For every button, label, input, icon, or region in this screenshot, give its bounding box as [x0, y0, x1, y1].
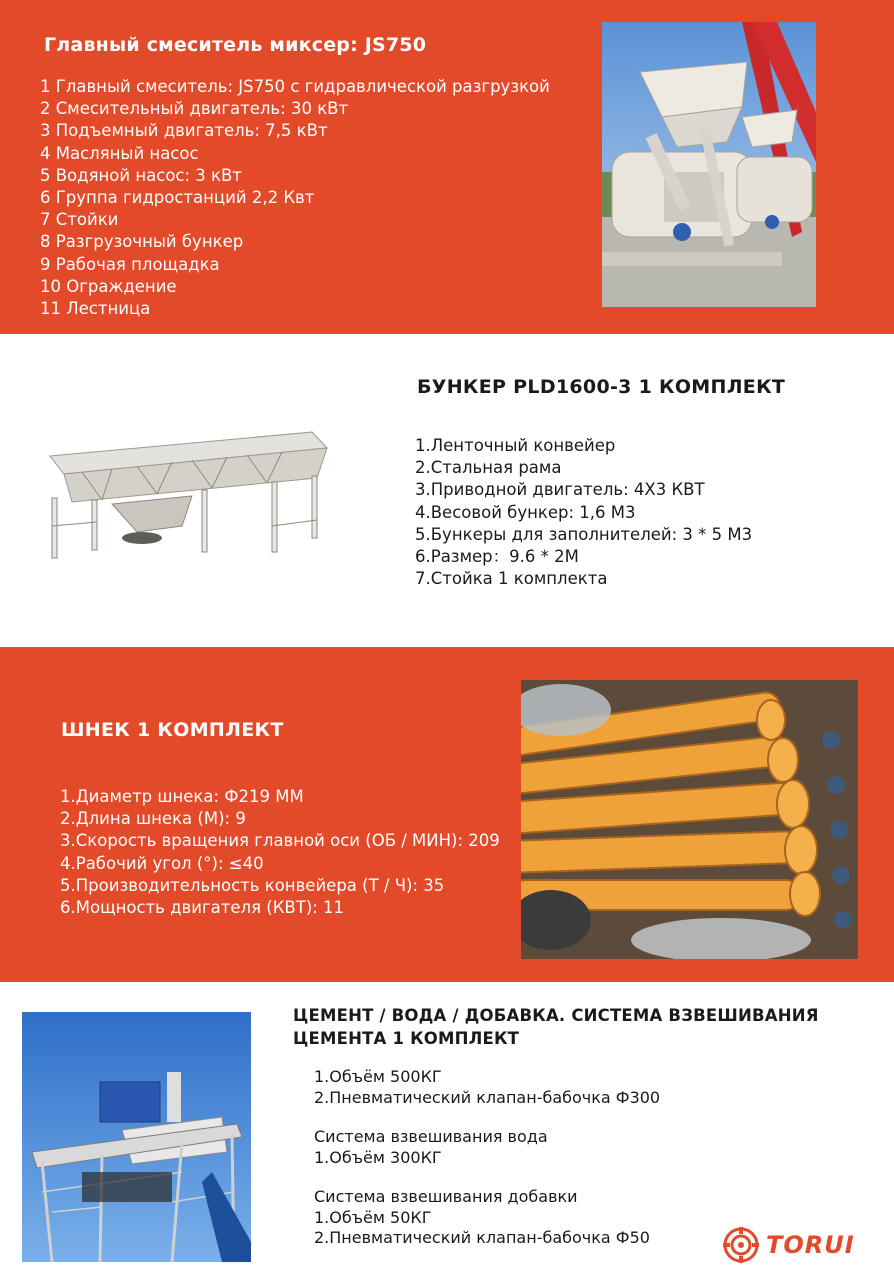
- list-item: 11 Лестница: [40, 299, 151, 319]
- mixer-section: [0, 0, 894, 334]
- list-item: 10 Ограждение: [40, 276, 177, 296]
- list-item: 2.Длина шнека (М): 9: [60, 809, 246, 829]
- weighing-title-line1: ЦЕМЕНТ / ВОДА / ДОБАВКА. СИСТЕМА ВЗВЕШИВАНИЯ: [293, 1006, 819, 1025]
- weighing-photo: [22, 1012, 251, 1262]
- brand-logo: [722, 1222, 862, 1268]
- mixer-title: Главный смеситель миксер: JS750: [44, 34, 427, 56]
- cement-block: [314, 1067, 660, 1108]
- weighing-title: [293, 1004, 819, 1050]
- additive-subtitle: Система взвешивания добавки: [314, 1187, 578, 1206]
- list-item: 6 Группа гидростанций 2,2 Квт: [40, 188, 315, 208]
- list-item: 1.Диаметр шнека: Ф219 ММ: [60, 787, 304, 806]
- list-item: 1.Объём 300КГ: [314, 1147, 442, 1167]
- list-item: 3.Скорость вращения главной оси (ОБ / МИН): 209: [60, 831, 500, 851]
- list-item: 3 Подъемный двигатель: 7,5 кВт: [40, 121, 328, 141]
- list-item: 2 Смесительный двигатель: 30 кВт: [40, 99, 349, 119]
- screw-section: [0, 647, 894, 982]
- list-item: 1 Главный смеситель: JS750 с гидравлической разгрузкой: [40, 77, 550, 96]
- torui-logo-icon: [722, 1226, 760, 1264]
- list-item: 7 Стойки: [40, 210, 119, 230]
- bunker-spec-list: [415, 435, 752, 590]
- list-item: 3.Приводной двигатель: 4X3 КВТ: [415, 480, 705, 500]
- list-item: 5 Водяной насос: 3 кВт: [40, 165, 242, 185]
- brand-name: TORUI: [766, 1231, 855, 1259]
- list-item: 4.Весовой бункер: 1,6 М3: [415, 502, 636, 522]
- water-subtitle: Система взвешивания вода: [314, 1127, 548, 1146]
- bunker-title: БУНКЕР PLD1600-3 1 КОМПЛЕКТ: [417, 376, 786, 398]
- list-item: 7.Стойка 1 комплекта: [415, 569, 608, 589]
- screw-title: ШНЕК 1 КОМПЛЕКТ: [61, 719, 284, 741]
- additive-block: [314, 1187, 650, 1249]
- list-item: 4 Масляный насос: [40, 143, 199, 163]
- list-item: 6.Размер：9.6 * 2М: [415, 547, 579, 567]
- screw-photo: [521, 680, 858, 959]
- weighing-title-line2: ЦЕМЕНТА 1 КОМПЛЕКТ: [293, 1029, 520, 1048]
- list-item: 4.Рабочий угол (°): ≤40: [60, 853, 264, 873]
- list-item: 5.Производительность конвейера (Т / Ч): 35: [60, 875, 445, 895]
- bunker-photo: [42, 426, 330, 570]
- mixer-spec-list: [40, 76, 550, 320]
- list-item: 1.Объём 50КГ: [314, 1207, 432, 1227]
- list-item: 9 Рабочая площадка: [40, 254, 220, 274]
- mixer-photo: [602, 22, 816, 307]
- list-item: 1.Объём 500КГ: [314, 1067, 442, 1086]
- list-item: 1.Ленточный конвейер: [415, 436, 616, 455]
- list-item: 2.Пневматический клапан-бабочка Ф50: [314, 1228, 650, 1247]
- water-block: [314, 1127, 548, 1168]
- list-item: 8 Разгрузочный бункер: [40, 232, 244, 252]
- list-item: 6.Мощность двигателя (КВТ): 11: [60, 898, 345, 918]
- weighing-section: [0, 982, 894, 1280]
- list-item: 5.Бункеры для заполнителей: 3 * 5 М3: [415, 524, 753, 544]
- list-item: 2.Стальная рама: [415, 458, 562, 478]
- list-item: 2.Пневматический клапан-бабочка Ф300: [314, 1087, 661, 1107]
- bunker-section: [0, 334, 894, 647]
- screw-spec-list: [60, 786, 500, 919]
